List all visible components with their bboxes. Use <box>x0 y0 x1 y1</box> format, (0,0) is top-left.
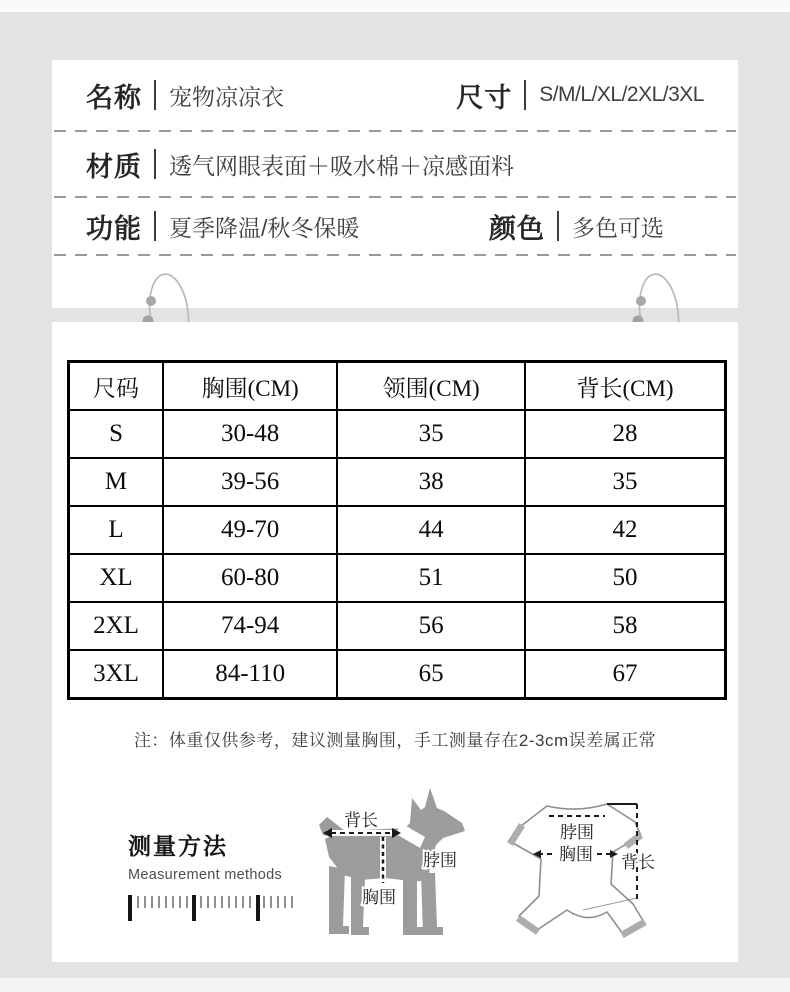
table-header-cell: 背长(CM) <box>525 362 725 411</box>
table-cell: 60-80 <box>163 554 337 602</box>
table-cell: L <box>69 506 164 554</box>
label-divider <box>154 149 156 179</box>
table-cell: S <box>69 410 164 458</box>
table-cell: 67 <box>525 650 725 699</box>
color-value: 多色可选 <box>572 214 664 241</box>
function-label: 功能 <box>86 213 142 244</box>
table-cell: 58 <box>525 602 725 650</box>
table-header-cell: 胸围(CM) <box>163 362 337 411</box>
table-cell: 65 <box>337 650 525 699</box>
material-value: 透气网眼表面＋吸水棉＋凉感面料 <box>169 152 514 179</box>
table-row <box>69 554 726 602</box>
dashed-separator <box>54 254 736 256</box>
dog-chest-label: 胸围 <box>362 888 396 907</box>
garment-back-length-label: 背长 <box>621 853 655 872</box>
garment-neck-label: 脖围 <box>560 823 594 842</box>
table-cell: 51 <box>337 554 525 602</box>
table-cell: 35 <box>337 410 525 458</box>
table-cell: 28 <box>525 410 725 458</box>
spec-row-function-color <box>52 198 738 254</box>
name-value: 宠物凉凉衣 <box>169 83 284 110</box>
spec-row-name-size <box>52 60 738 130</box>
table-cell: 38 <box>337 458 525 506</box>
measurement-note: 注：体重仅供参考，建议测量胸围，手工测量存在2-3cm误差属正常 <box>133 731 657 750</box>
table-cell: 84-110 <box>163 650 337 699</box>
table-row <box>69 602 726 650</box>
top-page-strip <box>0 0 790 12</box>
table-cell: 39-56 <box>163 458 337 506</box>
table-cell: 2XL <box>69 602 164 650</box>
table-header-cell: 领围(CM) <box>337 362 525 411</box>
label-divider <box>154 80 156 110</box>
dog-neck-label: 脖围 <box>423 851 457 870</box>
material-label: 材质 <box>86 151 142 182</box>
table-cell: 44 <box>337 506 525 554</box>
dog-measure-diagram <box>315 781 497 941</box>
garment-chest-label: 胸围 <box>559 845 593 864</box>
size-chart-card <box>52 322 738 962</box>
spec-function-group <box>86 207 359 246</box>
table-cell: 30-48 <box>163 410 337 458</box>
size-value: S/M/L/XL/2XL/3XL <box>539 83 704 106</box>
measurement-method-block <box>128 828 300 923</box>
table-cell: 42 <box>525 506 725 554</box>
ruler-icon <box>128 895 300 923</box>
table-cell: M <box>69 458 164 506</box>
spec-name-group <box>86 76 284 115</box>
color-label: 颜色 <box>489 213 545 244</box>
table-cell: 50 <box>525 554 725 602</box>
table-cell: XL <box>69 554 164 602</box>
label-divider <box>524 80 526 110</box>
name-label: 名称 <box>86 82 142 113</box>
spec-material-group <box>86 145 514 184</box>
table-row <box>69 506 726 554</box>
label-divider <box>557 211 559 241</box>
label-divider <box>154 211 156 241</box>
table-header-cell: 尺码 <box>69 362 164 411</box>
measurement-subtitle: Measurement methods <box>128 867 282 883</box>
table-cell: 49-70 <box>163 506 337 554</box>
spec-color-group <box>489 207 664 246</box>
table-row <box>69 410 726 458</box>
dog-back-length-label: 背长 <box>344 811 378 830</box>
table-cell: 74-94 <box>163 602 337 650</box>
table-row <box>69 458 726 506</box>
spec-size-group <box>456 76 704 115</box>
table-row <box>69 650 726 699</box>
bottom-page-strip <box>0 978 790 992</box>
size-table <box>67 360 727 700</box>
table-header-row <box>69 362 726 411</box>
table-cell: 56 <box>337 602 525 650</box>
measurement-title: 测量方法 <box>128 833 228 859</box>
spec-row-material <box>52 132 738 196</box>
table-cell: 3XL <box>69 650 164 699</box>
table-cell: 35 <box>525 458 725 506</box>
size-label: 尺寸 <box>456 82 513 113</box>
function-value: 夏季降温/秋冬保暖 <box>169 214 360 241</box>
garment-measure-diagram <box>495 784 695 944</box>
